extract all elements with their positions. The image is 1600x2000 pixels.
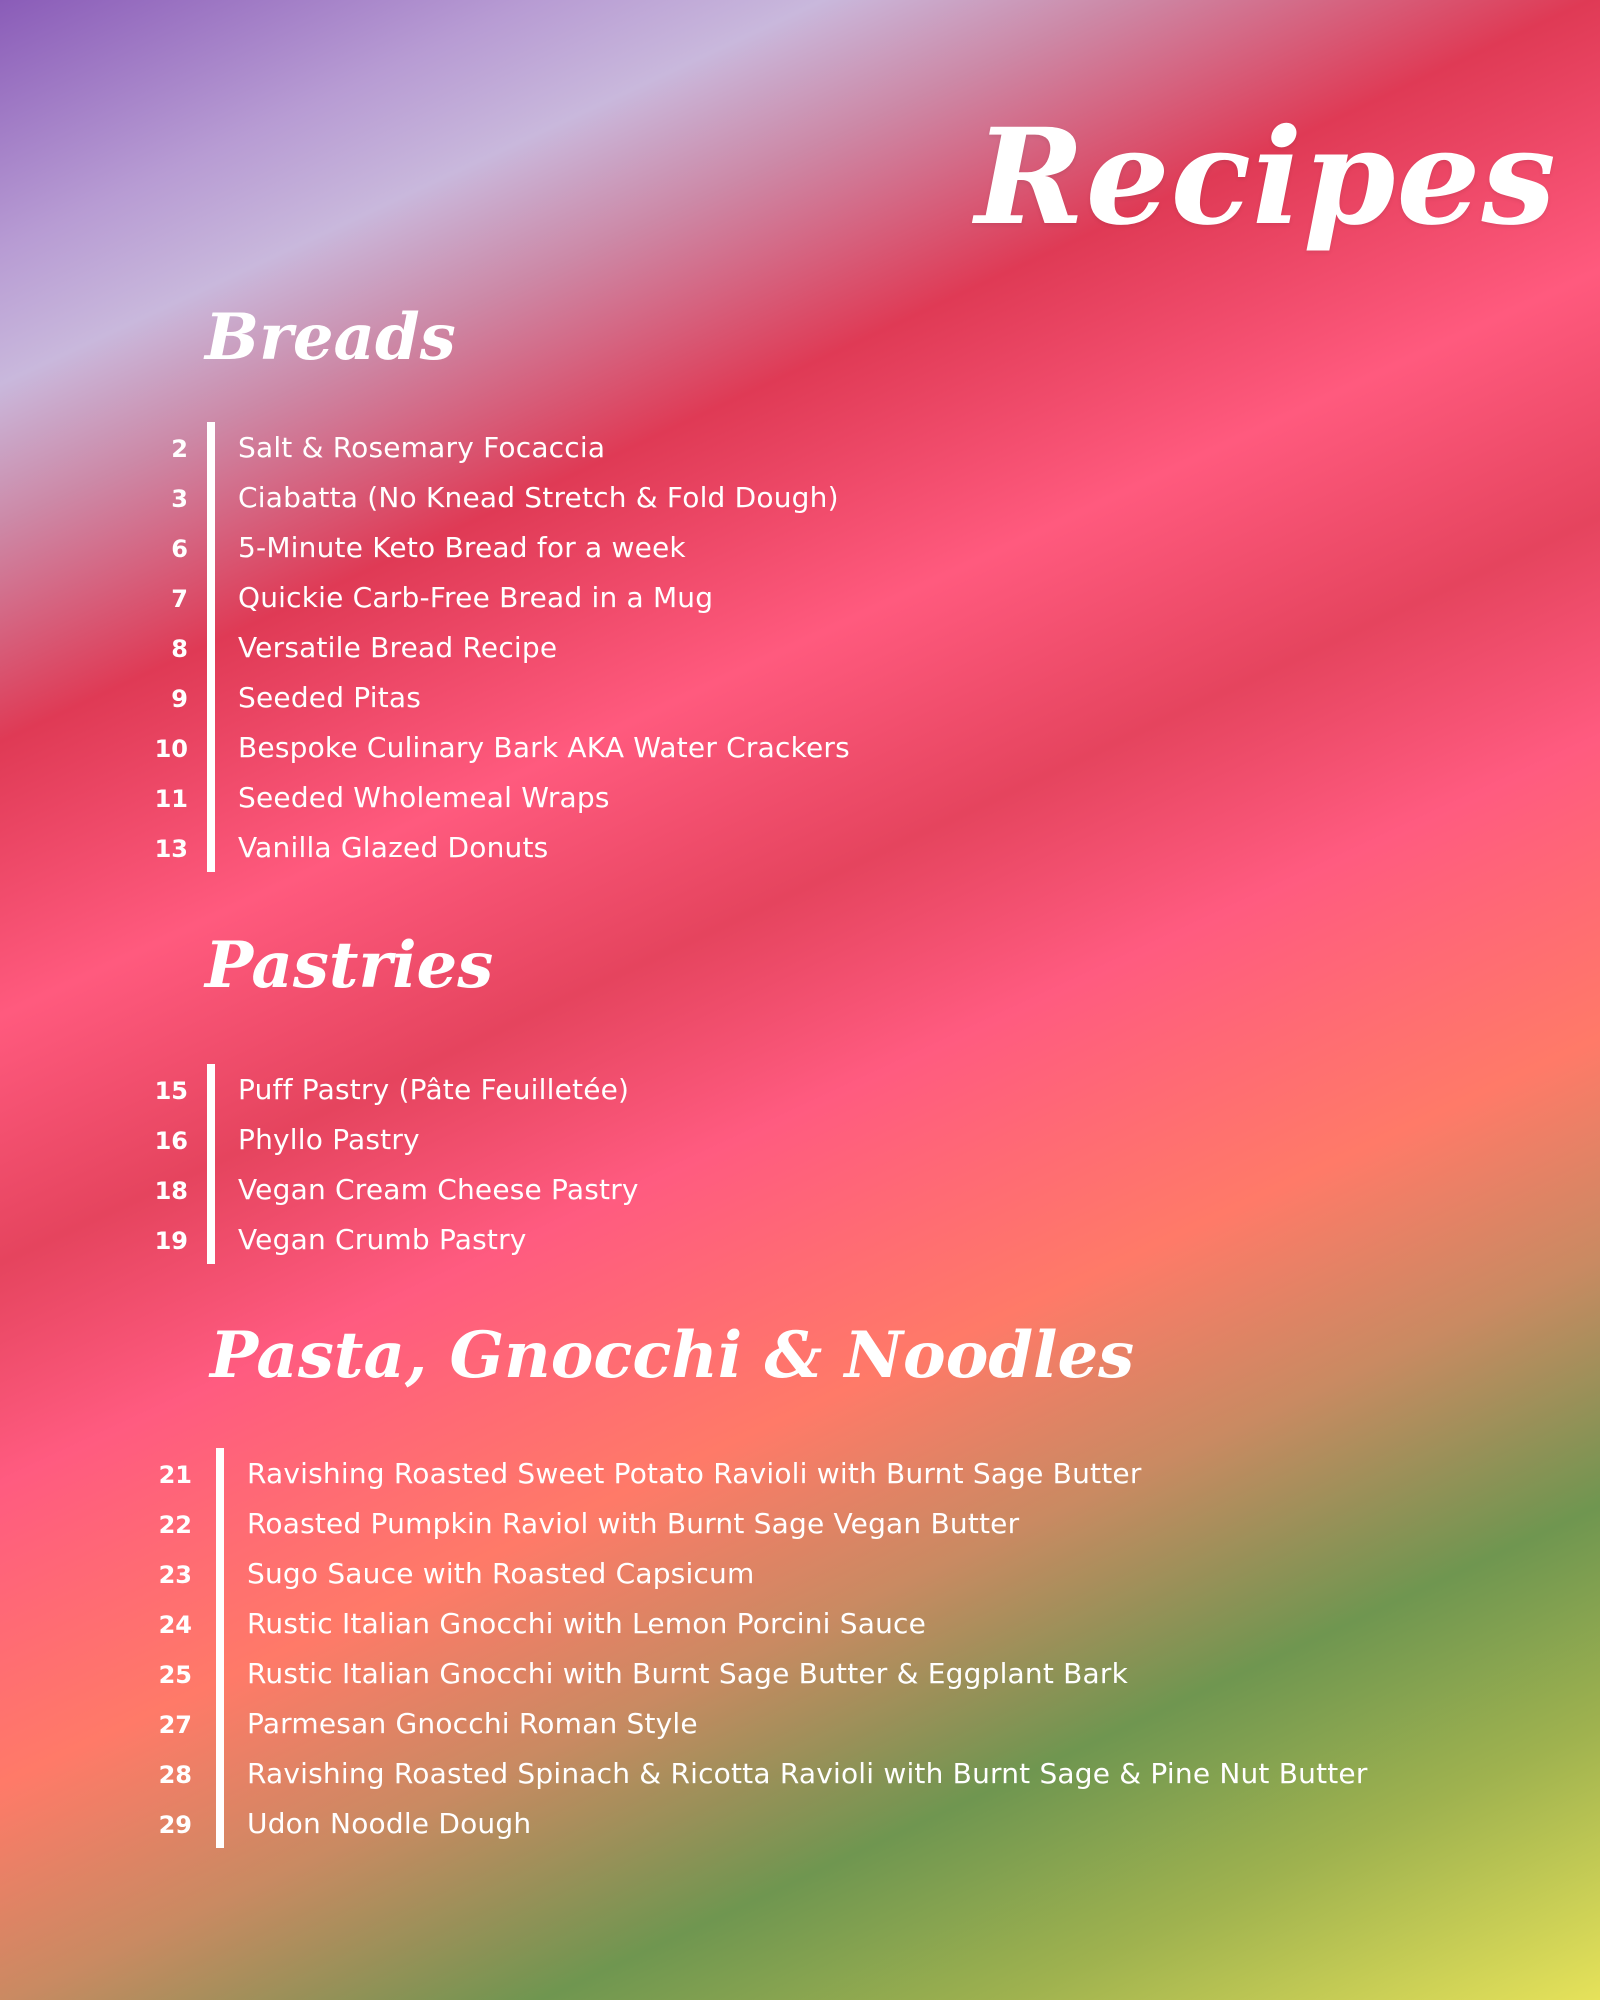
- section-title-pastries: Pastries: [205, 928, 494, 1003]
- toc-row[interactable]: [158, 1448, 1368, 1498]
- page-number: 23: [158, 1561, 192, 1589]
- recipe-name: Bespoke Culinary Bark AKA Water Crackers: [238, 730, 850, 764]
- toc-row[interactable]: [150, 572, 850, 622]
- toc-row[interactable]: [158, 1698, 1368, 1748]
- page-title: Recipes: [975, 100, 1557, 255]
- toc-row[interactable]: [150, 1214, 639, 1264]
- recipe-name: 5-Minute Keto Bread for a week: [238, 530, 686, 564]
- recipe-name: Sugo Sauce with Roasted Capsicum: [247, 1556, 755, 1590]
- page-number: 25: [158, 1661, 192, 1689]
- section-title-breads: Breads: [205, 300, 456, 375]
- recipe-name: Ravishing Roasted Spinach & Ricotta Ravioli with Burnt Sage & Pine Nut Butter: [247, 1756, 1368, 1790]
- page-number: 3: [171, 485, 188, 513]
- page-number: 19: [154, 1227, 188, 1255]
- recipe-name: Phyllo Pastry: [238, 1122, 420, 1156]
- recipe-name: Vegan Crumb Pastry: [238, 1222, 527, 1256]
- toc-row[interactable]: [150, 472, 850, 522]
- toc-row[interactable]: [158, 1598, 1368, 1648]
- toc-row[interactable]: [150, 522, 850, 572]
- page-number: 6: [171, 535, 188, 563]
- page-number: 27: [158, 1711, 192, 1739]
- toc-row[interactable]: [150, 722, 850, 772]
- recipe-name: Rustic Italian Gnocchi with Burnt Sage Butter & Eggplant Bark: [247, 1656, 1129, 1690]
- toc-row[interactable]: [158, 1548, 1368, 1598]
- toc-row[interactable]: [158, 1748, 1368, 1798]
- recipe-name: Puff Pastry (Pâte Feuilletée): [238, 1072, 630, 1106]
- recipe-name: Versatile Bread Recipe: [238, 630, 558, 664]
- recipe-name: Ciabatta (No Knead Stretch & Fold Dough): [238, 480, 839, 514]
- toc-row[interactable]: [150, 1114, 639, 1164]
- toc-row[interactable]: [150, 1164, 639, 1214]
- toc-row[interactable]: [150, 1064, 639, 1114]
- toc-row[interactable]: [150, 822, 850, 872]
- page-number: 11: [154, 785, 188, 813]
- toc-row[interactable]: [150, 622, 850, 672]
- page-number: 9: [171, 685, 188, 713]
- toc-row[interactable]: [158, 1498, 1368, 1548]
- page-number: 15: [154, 1077, 188, 1105]
- toc-row[interactable]: [158, 1798, 1368, 1848]
- toc-row[interactable]: [150, 672, 850, 722]
- page-number: 24: [158, 1611, 192, 1639]
- page-number: 16: [154, 1127, 188, 1155]
- toc-row[interactable]: [150, 422, 850, 472]
- page-number: 2: [171, 435, 188, 463]
- recipe-name: Salt & Rosemary Focaccia: [238, 430, 606, 464]
- section-title-pasta: Pasta, Gnocchi & Noodles: [210, 1318, 1135, 1393]
- page-number: 10: [154, 735, 188, 763]
- recipe-name: Quickie Carb-Free Bread in a Mug: [238, 580, 714, 614]
- recipe-name: Parmesan Gnocchi Roman Style: [247, 1706, 698, 1740]
- toc-list-pastries: [150, 1064, 639, 1264]
- recipe-name: Rustic Italian Gnocchi with Lemon Porcini Sauce: [247, 1606, 927, 1640]
- recipe-name: Roasted Pumpkin Raviol with Burnt Sage Vegan Butter: [247, 1506, 1020, 1540]
- page-number: 18: [154, 1177, 188, 1205]
- page-number: 7: [171, 585, 188, 613]
- page-number: 22: [158, 1511, 192, 1539]
- recipe-name: Vanilla Glazed Donuts: [238, 830, 549, 864]
- page-number: 29: [158, 1811, 192, 1839]
- toc-row[interactable]: [158, 1648, 1368, 1698]
- recipe-name: Seeded Wholemeal Wraps: [238, 780, 610, 814]
- page-number: 8: [171, 635, 188, 663]
- recipe-name: Udon Noodle Dough: [247, 1806, 532, 1840]
- toc-row[interactable]: [150, 772, 850, 822]
- recipe-name: Vegan Cream Cheese Pastry: [238, 1172, 639, 1206]
- recipe-name: Ravishing Roasted Sweet Potato Ravioli with Burnt Sage Butter: [247, 1456, 1142, 1490]
- toc-list-breads: [150, 422, 850, 872]
- page-number: 21: [158, 1461, 192, 1489]
- page-number: 28: [158, 1761, 192, 1789]
- page-number: 13: [154, 835, 188, 863]
- recipe-name: Seeded Pitas: [238, 680, 422, 714]
- toc-list-pasta: [158, 1448, 1368, 1848]
